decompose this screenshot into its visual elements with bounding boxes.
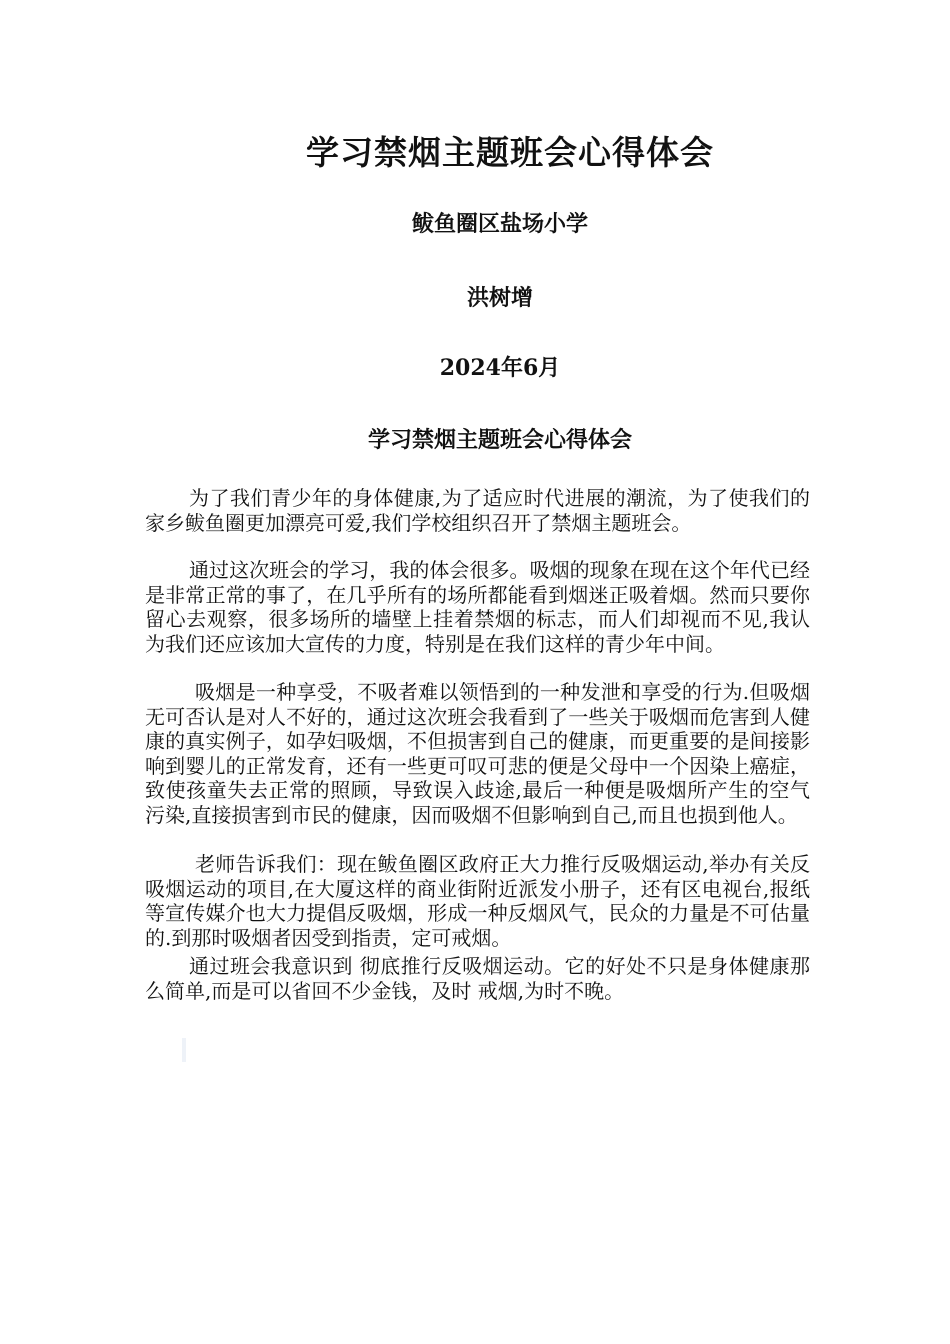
document-title: 学习禁烟主题班会心得体会: [306, 133, 714, 172]
faint-mark: [182, 1038, 186, 1062]
paragraph-2: 通过这次班会的学习，我的体会很多。吸烟的现象在现在这个年代已经是非常正常的事了，在几乎所有的场所都能看到烟迷正吸着烟。然而只要你留心去观察，很多场所的墙壁上挂着禁烟的标志，而人们却视而不见,我认为我们还应该加大宣传的力度，特别是在我们这样的青少年中间。: [145, 558, 810, 656]
school-name: 鲅鱼圈区盐场小学: [411, 211, 588, 237]
paragraph-1: 为了我们青少年的身体健康,为了适应时代进展的潮流，为了使我们的家乡鲅鱼圈更加漂亮可爱,我们学校组织召开了禁烟主题班会。: [145, 486, 810, 535]
paragraph-3: 吸烟是一种享受，不吸者难以领悟到的一种发泄和享受的行为.但吸烟无可否认是对人不好的，通过这次班会我看到了一些关于吸烟而危害到人健康的真实例子，如孕妇吸烟，不但损害到自己的健康，而更重要的是间接影响到婴儿的正常发育，还有一些更可叹可悲的便是父母中一个因染上癌症，致使孩童失去正常的照顾，导致误入歧途,最后一种便是吸烟所产生的空气污染,直接损害到市民的健康，因而吸烟不但影响到自己,而且也损到他人。: [145, 680, 810, 827]
document-date: 2024年6月: [439, 355, 561, 381]
paragraph-5: 通过班会我意识到 彻底推行反吸烟运动。它的好处不只是身体健康那么简单,而是可以省回不少金钱，及时 戒烟,为时不晚。: [145, 954, 810, 1003]
paragraph-4: 老师告诉我们：现在鲅鱼圈区政府正大力推行反吸烟运动,举办有关反吸烟运动的项目,在大厦这样的商业街附近派发小册子，还有区电视台,报纸等宣传媒介也大力提倡反吸烟，形成一种反烟风气，民众的力量是不可估量的.到那时吸烟者因受到指责，定可戒烟。: [145, 852, 810, 950]
author-name: 洪树增: [466, 285, 533, 311]
section-title: 学习禁烟主题班会心得体会: [367, 427, 632, 453]
